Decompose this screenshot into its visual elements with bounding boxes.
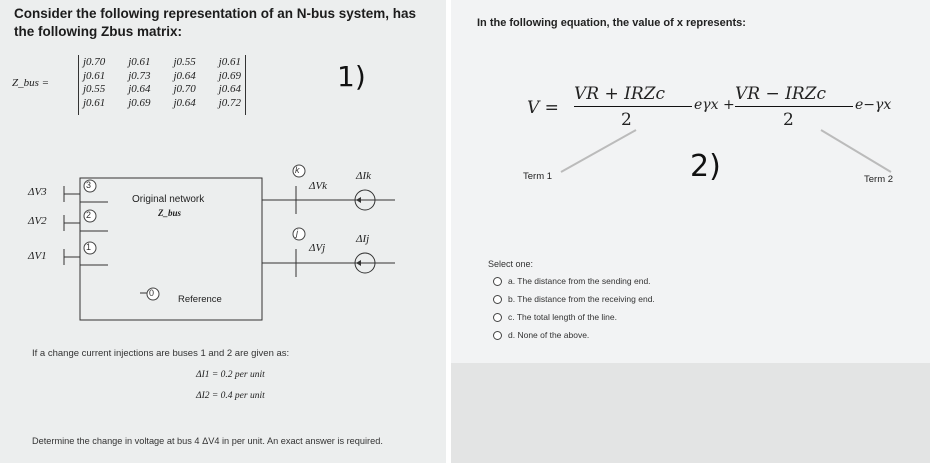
bus-node-j: j [296, 228, 298, 238]
matrix-cell: j0.61 [83, 96, 106, 109]
network-label: Original network [132, 194, 205, 205]
matrix-cell: j0.72 [218, 96, 241, 109]
matrix-cell: j0.61 [218, 56, 241, 68]
matrix-cell: j0.55 [173, 56, 196, 68]
delta-ij-label: ΔIj [356, 233, 370, 245]
matrix-cell: j0.69 [128, 96, 151, 109]
question-title: Consider the following representation of an N-bus system, has the following Zbus matrix: [14, 6, 417, 39]
blank-area [451, 363, 930, 463]
bus-node-k: k [295, 165, 300, 175]
radio-icon[interactable] [493, 313, 502, 322]
given-value-1: ΔI1 = 0.2 per unit [196, 370, 265, 380]
delta-ik-label: ΔIk [356, 170, 372, 182]
term1-denominator: 2 [621, 110, 632, 130]
bus-node-3: 3 [86, 180, 92, 190]
radio-icon[interactable] [493, 295, 502, 304]
matrix-cell: j0.55 [83, 83, 106, 95]
question-number: 1) [337, 60, 366, 93]
right-question-panel [451, 0, 930, 463]
equation-lhs: V = [527, 98, 559, 118]
matrix-cell: j0.70 [83, 56, 106, 68]
ask-text: Determine the change in voltage at bus 4 ΔV4 in per unit. An exact answer is required. [32, 436, 383, 446]
reference-label: Reference [178, 294, 222, 305]
option-label: d. None of the above. [508, 330, 590, 340]
matrix-cell: j0.61 [83, 69, 106, 82]
option-a[interactable] [493, 272, 655, 290]
question-number: 2) [690, 149, 721, 184]
option-b[interactable] [493, 290, 655, 308]
given-text: If a change current injections are buses 1 and 2 are given as: [32, 348, 290, 359]
matrix-cell: j0.61 [128, 56, 151, 68]
radio-icon[interactable] [493, 277, 502, 286]
term2-denominator: 2 [783, 110, 794, 130]
delta-v1-label: ΔV1 [28, 250, 47, 262]
term1-numerator: VR + IRZc [574, 84, 665, 104]
term1-exponential: eγx + [694, 97, 735, 113]
zbus-label: Z_bus = [12, 77, 50, 89]
option-c[interactable] [493, 308, 655, 326]
term2-label: Term 2 [864, 174, 894, 185]
select-one-label: Select one: [488, 259, 534, 269]
option-label: b. The distance from the receiving end. [508, 294, 655, 304]
given-value-2: ΔI2 = 0.4 per unit [196, 391, 265, 401]
matrix-cell: j0.70 [173, 83, 196, 95]
circuit-diagram [0, 0, 446, 330]
matrix-cell: j0.64 [173, 69, 196, 82]
bus-node-2: 2 [86, 210, 92, 220]
matrix-cell: j0.64 [218, 83, 241, 95]
left-question-panel [0, 0, 446, 463]
delta-v2-label: ΔV2 [28, 215, 47, 227]
bus-node-0: 0 [149, 288, 155, 298]
question-title: In the following equation, the value of x represents: [477, 17, 746, 29]
network-sub-label: Z_bus [158, 208, 182, 218]
matrix-cell: j0.64 [128, 83, 151, 95]
bus-node-1: 1 [86, 242, 92, 252]
delta-vj-label: ΔVj [309, 242, 326, 254]
radio-icon[interactable] [493, 331, 502, 340]
matrix-cell: j0.64 [173, 96, 196, 109]
delta-vk-label: ΔVk [309, 180, 328, 192]
term2-numerator: VR − IRZc [735, 84, 826, 104]
delta-v3-label: ΔV3 [28, 186, 47, 198]
term2-exponential: e−γx [855, 97, 892, 113]
matrix-cell: j0.73 [128, 69, 151, 82]
options-list [493, 272, 655, 344]
matrix-cell: j0.69 [218, 69, 241, 82]
option-d[interactable] [493, 326, 655, 344]
term1-label: Term 1 [523, 171, 553, 182]
option-label: c. The total length of the line. [508, 312, 617, 322]
option-label: a. The distance from the sending end. [508, 276, 651, 286]
